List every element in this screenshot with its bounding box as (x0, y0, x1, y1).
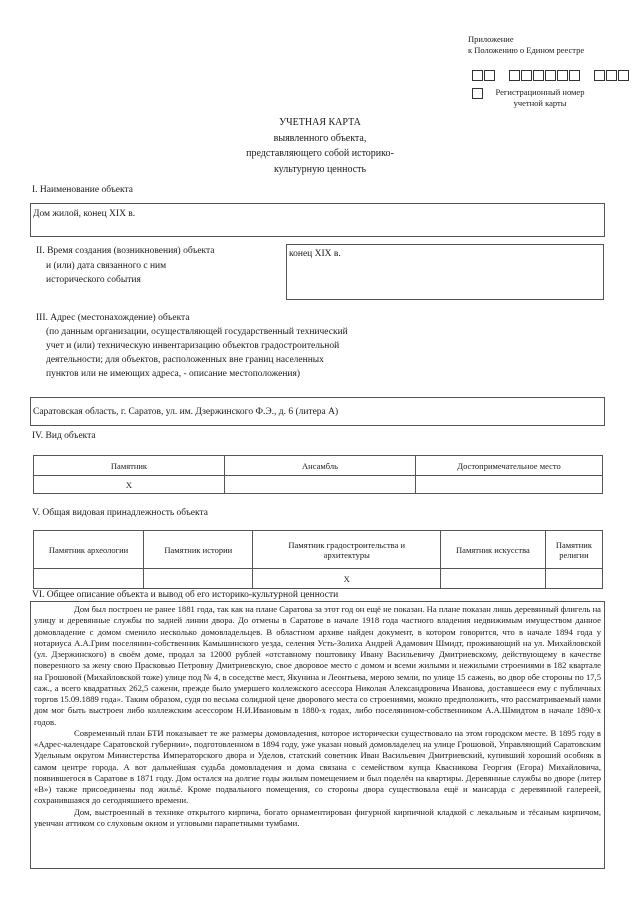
object-kind-value (416, 476, 603, 494)
reg-line2: учетной карты (513, 98, 567, 108)
object-kind-header: Ансамбль (225, 456, 416, 476)
section3-label3: учет и (или) техническую инвентаризацию объектов градостроительной (46, 341, 340, 351)
section5-label: V. Общая видовая принадлежность объекта (32, 508, 209, 518)
section3-label4: деятельности; для объектов, расположенных вне границ населенных (46, 355, 324, 365)
section3-label (36, 311, 348, 381)
section3-label5: пунктов или не имеющих адреса, - описание местоположения) (46, 369, 301, 379)
object-type-value: Х (253, 569, 441, 589)
section1-value-box (30, 203, 605, 237)
object-kind-value-row (34, 476, 603, 494)
annex-line1: Приложение (468, 34, 514, 44)
section3-value-box (30, 397, 605, 426)
object-type-value (34, 569, 144, 589)
object-kind-header: Памятник (34, 456, 225, 476)
object-type-value (441, 569, 546, 589)
title-line1: УЧЕТНАЯ КАРТА (279, 117, 361, 128)
object-type-header: Памятник археологии (34, 531, 144, 569)
section2-value-box (286, 244, 604, 300)
object-type-header-row (34, 531, 603, 569)
section1-label: I. Наименование объекта (32, 185, 133, 195)
description-paragraph-3: Дом, выстроенный в технике открытого кирпича, богато орнаментирован фигурной кирпичной кладкой с лекальным и тёсаным кирпичом, увенчан аттиком со слуховым окном и угловыми парапетными тумбами. (34, 806, 601, 828)
section6-label: VI. Общее описание объекта и вывод об его историко-культурной ценности (32, 590, 339, 600)
title-line3: представляющего собой историко- (246, 148, 394, 159)
section3-label1: III. Адрес (местонахождение) объекта (36, 313, 190, 323)
section2-label2: и (или) дата связанного с ним (46, 260, 167, 271)
object-type-header: Памятник истории (144, 531, 253, 569)
description-paragraph-1: Дом был построен не ранее 1881 года, так как на плане Саратова за этот год он ещё не показан. На плане показан лишь деревянный флигель на улицу и деревянные службы по задней линии двора. До отмены в Саратове в начале 1918 года частного владения недвижимым имуществом данное домовладение с домом сменило несколько домовладельцев. В областном архиве найден документ, в котором говорится, что в начале 1894 года у нотариуса А.А.Грим поселянин-собственник Камышинского уезда, селения Усть-Золиха Андрей Адамович Шмидт, проживающий на ул. Михайловской (ул. Дзержинского) в своём доме, продал за 12000 рублей «отставному поштовику Ивану Васильевичу Дмитриевскому, действующему в качестве поверенного за жену свою Прасковью Петровну Дмитриевскую, свое дворовое место с домом и всеми жилыми и нежилыми строениями в 182 квартале на Грошовой (Михайловской тоже) улице под № 4, в соседстве мест, Якунина и Леонтьева, мерою земли, по улице 15 сажень, во двор обе стороны по 17,5 саж., а всего квадратных 262,5 сажени, прежде было умершего коллежского асессора Николая Александровича Иванова, доставшееся ему с публичных торгов 15.09.1889 года». Таким образом, судя по весьма солидной цене дворового места со строениями, можно предположить, что рассматриваемый нами дом мог быть выстроен либо коллежским асессором Н.И.Ивановым в 1880-х годах, либо поселянином-собственником А.А.Шмидтом в начале 1890-х годов. (34, 604, 601, 727)
object-kind-value: Х (34, 476, 225, 494)
reg-line1: Регистрационный номер (495, 87, 585, 97)
object-kind-header-row (34, 456, 603, 476)
section4-label: IV. Вид объекта (32, 431, 96, 441)
section3-value: Саратовская область, г. Саратов, ул. им. Дзержинского Ф.Э., д. 6 (литера А) (33, 407, 339, 417)
section2-value: конец XIX в. (289, 249, 341, 259)
annex-note (468, 34, 584, 56)
title-line4: культурную ценность (273, 163, 367, 175)
object-type-header: Памятник искусства (441, 531, 546, 569)
object-type-value (144, 569, 253, 589)
object-type-header: Памятник религии (545, 531, 602, 569)
annex-line2: к Положению о Едином реестре (468, 45, 585, 55)
registration-number-label (470, 87, 610, 109)
section2-label (36, 244, 215, 288)
object-type-header: Памятник градостроительства и архитектуры (253, 531, 441, 569)
description-paragraph-2: Современный план БТИ показывает те же размеры домовладения, которое исторически существовало на этом городском месте. В 1895 году в «Адрес-календаре Саратовской губернии», подготовленном в 1894 году, уже указан новый домовладелец на улице Грошовой, Управляющий Саратовским Удельным округом Министерства Императорского двора и Уделов, статский советник Иван Васильевич Дмитриевский, купивший хороший особняк в самом центре города. А вот дальнейшая судьба домовладения и дома связана с семейством купца Квасникова Георгия (Егора) Михайловича, появившегося в Саратове в 1871 году. Дом остался на долгие годы жилым помещением и был поделён на квартиры. Деревянные службы во дворе (литер «В») также присоединены под жильё. Кроме подвального помещения, со стороны двора существовала ещё и мансарда с деревянной галереей, сохранившаяся до сегодняшнего времени. (34, 727, 601, 806)
section6-description-box (30, 601, 605, 869)
object-type-value (545, 569, 602, 589)
section2-label1: II. Время создания (возникновения) объекта (36, 246, 215, 256)
section3-label2: (по данным организации, осуществляющей государственный технический (46, 327, 348, 337)
object-type-value-row (34, 569, 603, 589)
object-type-table (33, 530, 603, 589)
page-title (200, 115, 440, 177)
section2-label3: исторического события (46, 275, 141, 285)
object-kind-table (33, 455, 603, 494)
object-kind-header: Достопримечательное место (416, 456, 603, 476)
title-line2: выявленного объекта, (273, 132, 367, 144)
section1-value: Дом жилой, конец XIX в. (33, 209, 136, 219)
object-kind-value (225, 476, 416, 494)
